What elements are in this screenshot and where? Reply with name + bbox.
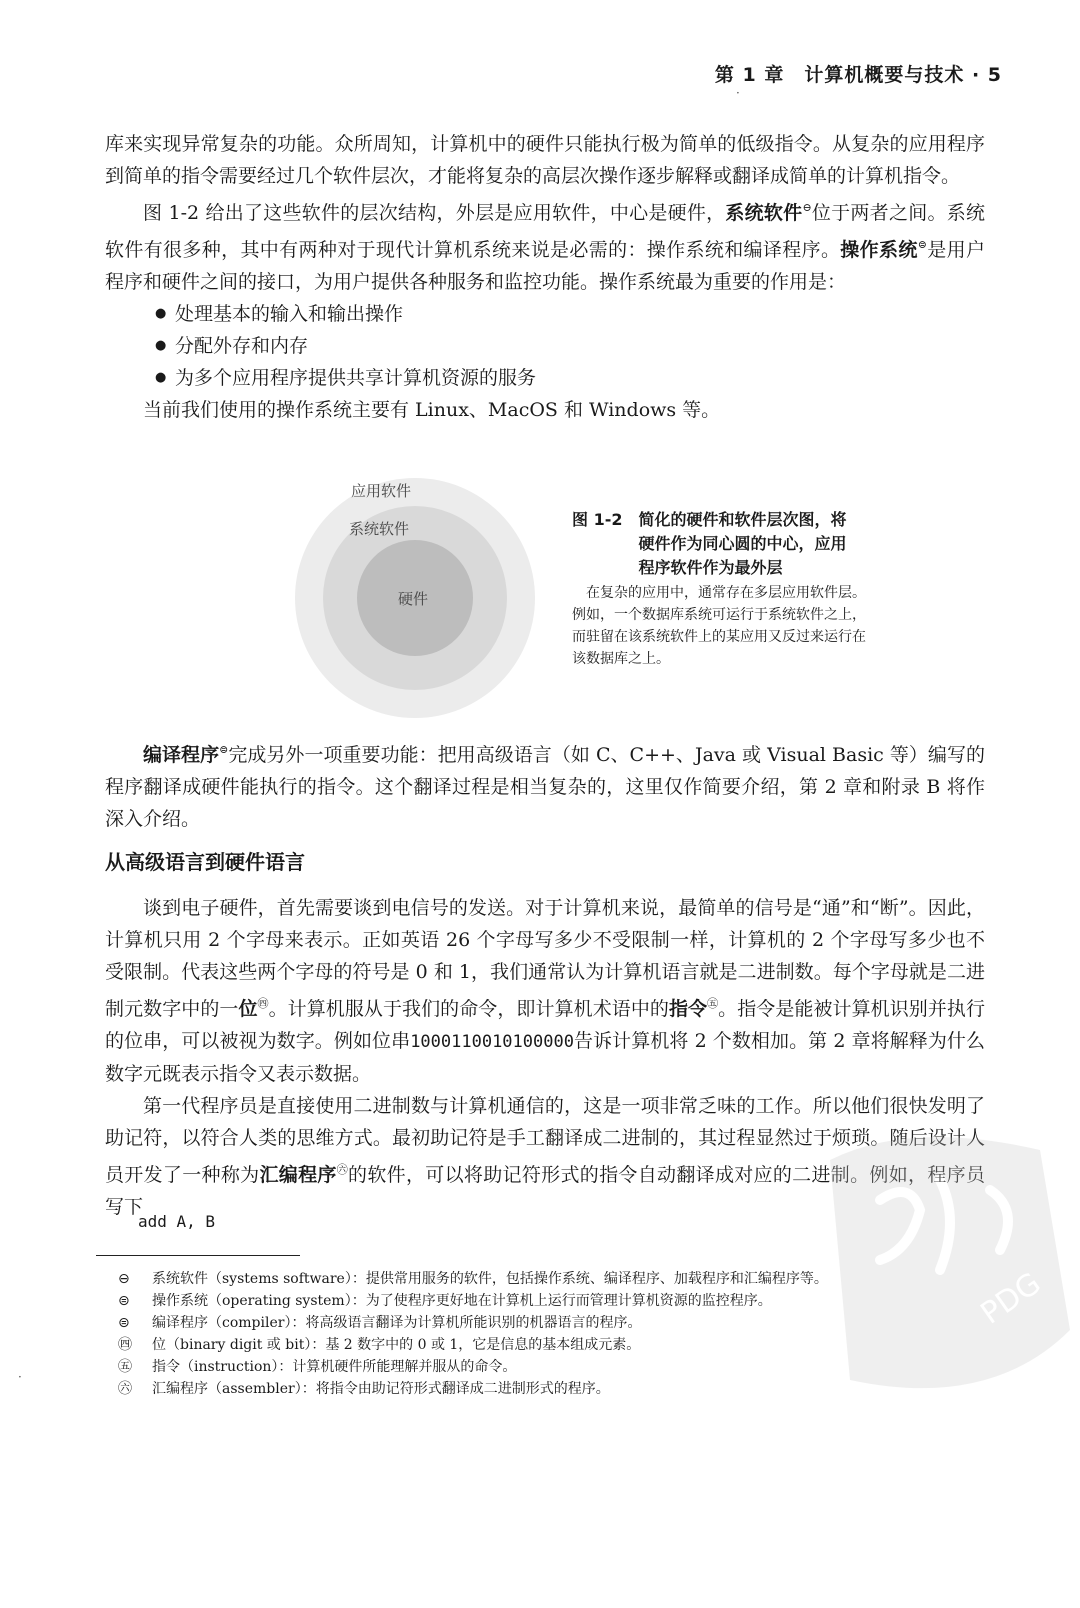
footnote-ref: ㊃ (257, 997, 269, 1010)
bullet-list (105, 298, 985, 394)
list-item-text: 处理基本的输入和输出操作 (175, 303, 404, 325)
text-run: 。计算机服从于我们的命令，即计算机术语中的 (268, 998, 669, 1020)
footnote-text: 汇编程序（assembler）：将指令由助记符形式翻译成二进制形式的程序。 (152, 1381, 610, 1397)
term-bold: 系统软件 (725, 202, 803, 224)
footnote-ref: ⊖ (802, 201, 812, 214)
paragraph: 库来实现异常复杂的功能。众所周知，计算机中的硬件只能执行极为简单的低级指令。从复杂的应用程序到简单的指令需要经过几个软件层次，才能将复杂的高层次操作逐步解释或翻译成简单的计算机指令。 (105, 133, 985, 187)
figure-number: 图 1-2 (572, 510, 623, 529)
caption-body: 在复杂的应用中，通常存在多层应用软件层。例如，一个数据库系统可运行于系统软件之上，而驻留在该系统软件上的某应用又反过来运行在该数据库之上。 (572, 585, 866, 667)
body-text-middle (105, 734, 985, 835)
library-stamp-watermark (790, 1080, 1080, 1420)
footnote-divider (96, 1255, 300, 1256)
footnote-marker: ⊜ (118, 1315, 130, 1331)
list-item (105, 362, 985, 394)
bit-string: 1000110010100000 (410, 1032, 574, 1052)
text-run: 。指令是能被计算机识别并执行的位串，可以被视为数字。例如位串 (105, 998, 985, 1052)
text-run: 位于两者之间。系统软件有很多种，其中有两种对于现代计算机系统来说是必需的：操作系统和编译程序。 (105, 202, 985, 261)
term-bold: 位 (238, 998, 258, 1020)
footnote-text: 操作系统（operating system）：为了使程序更好地在计算机上运行而管理计算机资源的监控程序。 (152, 1293, 772, 1309)
footnote-marker: ㊅ (118, 1381, 132, 1397)
section-heading: 从高级语言到硬件语言 (105, 850, 305, 874)
text-run: 告诉计算机将 2 个数相加。第 2 章将解释为什么数字元既表示指令又表示数据。 (105, 1030, 985, 1085)
text-run: 是用户程序和硬件之间的接口，为用户提供各种服务和监控功能。操作系统最为重要的作用是： (105, 239, 985, 293)
text-run: 图 1-2 给出了这些软件的层次结构，外层是应用软件，中心是硬件， (143, 202, 726, 224)
watermark-stamp (790, 1080, 1080, 1420)
code-example: add A, B (138, 1212, 216, 1231)
caption-heading: 简化的硬件和软件层次图，将硬件作为同心圆的中心，应用程序软件作为最外层 (638, 510, 847, 577)
layer-diagram (285, 478, 545, 718)
figure-caption (572, 508, 872, 670)
body-text-top (105, 128, 985, 426)
label-application-software: 应用软件 (351, 482, 412, 500)
footnote-text: 系统软件（systems software）：提供常用服务的软件，包括操作系统、编译程序、加载程序和汇编程序等。 (152, 1271, 828, 1287)
footnote-text: 编译程序（compiler）：将高级语言翻译为计算机所能识别的机器语言的程序。 (152, 1315, 642, 1331)
paragraph: 当前我们使用的操作系统主要有 Linux、MacOS 和 Windows 等。 (143, 399, 721, 421)
footnote-marker: ㊄ (118, 1359, 132, 1375)
footnote-ref: ⊜ (917, 238, 927, 251)
footnote-ref: ㊄ (707, 997, 719, 1010)
running-header: 第 1 章 计算机概要与技术 · 5 (714, 64, 1002, 86)
paragraph (105, 192, 985, 298)
footnote-ref: ㊅ (336, 1163, 349, 1176)
term-bold: 操作系统 (840, 239, 918, 261)
label-system-software: 系统软件 (349, 520, 410, 538)
term-bold: 编译程序 (143, 744, 220, 766)
paragraph (105, 892, 985, 1090)
footnote-marker: ⊜ (118, 1293, 130, 1309)
paragraph (105, 734, 985, 835)
text-run: 第一代程序员是直接使用二进制数与计算机通信的，这是一项非常乏味的工作。所以他们很快发明了助记符，以符合人类的思维方式。最初助记符是手工翻译成二进制的，其过程显然过于烦琐。随后设计人员开发了一种称为 (105, 1095, 985, 1186)
watermark-text: PDG (974, 1265, 1048, 1332)
text-run: 谈到电子硬件，首先需要谈到电信号的发送。对于计算机来说，最简单的信号是“通”和“断”。因此，计算机只用 2 个字母来表示。正如英语 26 个字母写多少不受限制一样，计算机的 2 个字母写多少也不受限制。代表这些两个字母的符号是 0 和 1，我们通常认为计算机语言就是二进制数。每个字母就是二进制元数字中的一 (105, 897, 985, 1020)
label-hardware: 硬件 (398, 590, 429, 608)
footnote-ref: ⊜ (219, 743, 229, 756)
footnote-text: 位（binary digit 或 bit）：基 2 数字中的 0 或 1，它是信息的基本组成元素。 (152, 1337, 641, 1353)
list-item-text: 分配外存和内存 (175, 335, 309, 357)
footnote-marker: ⊖ (118, 1271, 130, 1287)
footnote-text: 指令（instruction）：计算机硬件所能理解并服从的命令。 (152, 1359, 517, 1375)
list-item-text: 为多个应用程序提供共享计算机资源的服务 (175, 367, 537, 389)
term-bold: 指令 (668, 998, 708, 1020)
stray-mark: · (736, 86, 740, 100)
text-run: 完成另外一项重要功能：把用高级语言（如 C、C++、Java 或 Visual Basic 等）编写的程序翻译成硬件能执行的指令。这个翻译过程是相当复杂的，这里仅作简要介绍，第 2 章和附录 B 将作深入介绍。 (105, 744, 985, 830)
stray-mark: · (18, 1370, 22, 1384)
caption-title (572, 508, 872, 580)
text-run: 的软件，可以将助记符形式的指令自动翻译成对应的二进制。例如，程序员写下 (105, 1164, 985, 1218)
stamp-shape (830, 1137, 1070, 1388)
footnote-marker: ㊃ (118, 1337, 132, 1353)
list-item (105, 330, 985, 362)
term-bold: 汇编程序 (259, 1164, 337, 1186)
list-item (105, 298, 985, 330)
